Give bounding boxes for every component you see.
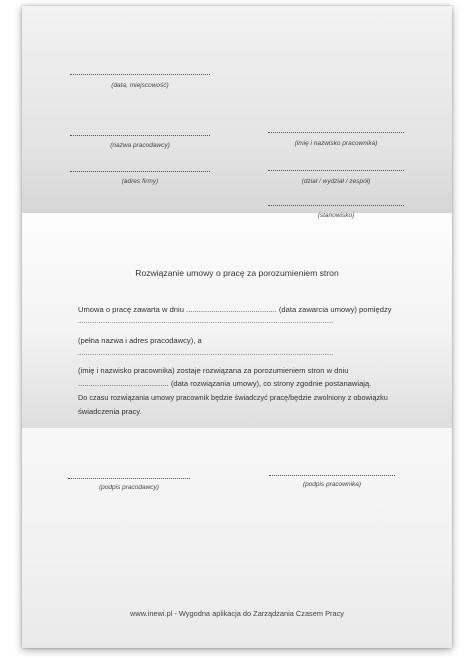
employee-name-caption: (imię i nazwisko pracownika) bbox=[294, 140, 378, 147]
department-caption: (dział / wydział / zespół) bbox=[301, 178, 371, 185]
body-line-6: ........................................... (data rozwiązania umowy), co strony zgodnie postanawiają. bbox=[78, 379, 372, 388]
employee-signature-dotted-line bbox=[269, 475, 395, 476]
position-caption: (stanowisko) bbox=[317, 212, 355, 219]
document-title: Rozwiązanie umowy o pracę za porozumieniem stron bbox=[135, 268, 339, 278]
company-address-caption: (adres firmy) bbox=[121, 178, 159, 185]
company-address-dotted-line bbox=[70, 171, 210, 172]
position-dotted-line bbox=[268, 205, 404, 206]
employee-signature-caption: (podpis pracownika) bbox=[302, 481, 362, 488]
body-line-5: (imię i nazwisko pracownika) zostaje rozwiązana za porozumieniem stron w dniu bbox=[78, 366, 349, 375]
employer-name-dotted-line bbox=[70, 135, 210, 136]
employer-name-caption: (nazwa pracodawcy) bbox=[110, 142, 170, 149]
body-line-1: Umowa o pracę zawarta w dniu ........................................... (data zawarcia umowy) pomiędzy bbox=[78, 305, 392, 314]
department-dotted-line bbox=[268, 170, 404, 171]
employer-signature-dotted-line bbox=[68, 478, 190, 479]
employer-signature-caption: (podpis pracodawcy) bbox=[99, 484, 159, 491]
body-line-3: (pełna nazwa i adres pracodawcy), a bbox=[78, 336, 202, 345]
employee-name-dotted-line bbox=[268, 132, 404, 133]
footer-text: www.inewi.pl - Wygodna aplikacja do Zarządzania Czasem Pracy bbox=[130, 609, 344, 618]
body-line-4: ......................................................................................................................................... bbox=[78, 351, 334, 357]
document-page bbox=[22, 6, 452, 648]
body-line-8: świadczenia pracy. bbox=[78, 407, 142, 416]
body-line-2: ......................................................................................................................................... bbox=[78, 319, 334, 325]
place-date-caption: (data, miejscowość) bbox=[111, 82, 169, 89]
body-line-7: Do czasu rozwiązania umowy pracownik będzie świadczyć pracę/będzie zwolniony z obowiązku bbox=[78, 393, 388, 402]
place-date-dotted-line bbox=[70, 74, 210, 75]
